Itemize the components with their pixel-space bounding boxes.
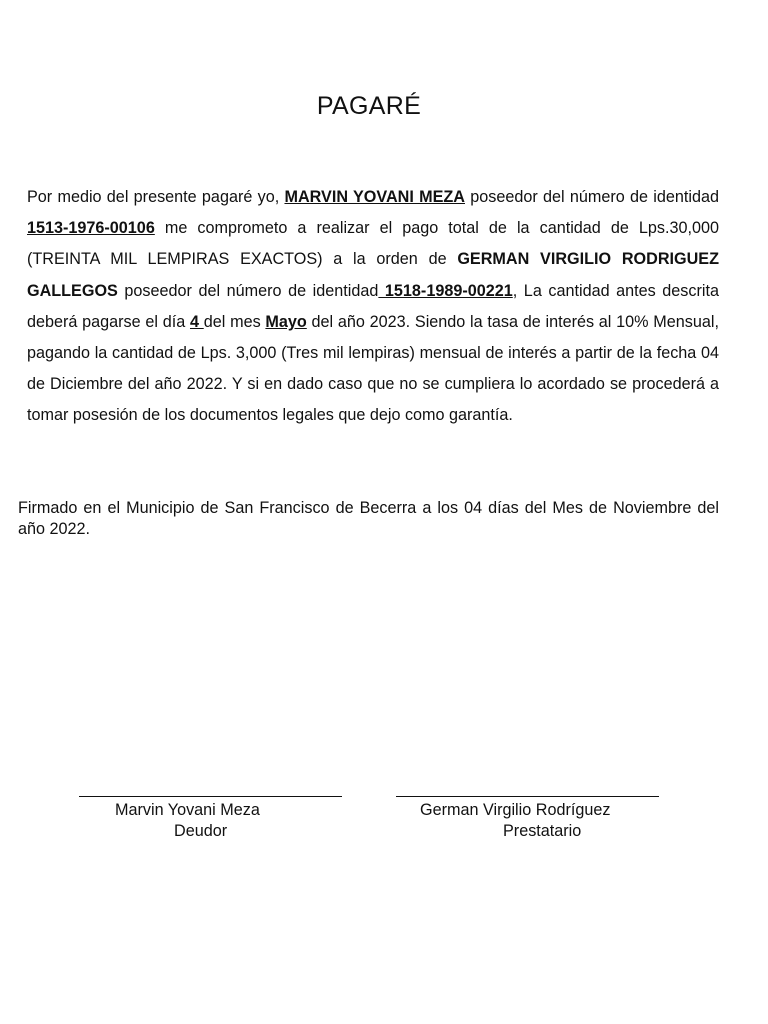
signed-statement: Firmado en el Municipio de San Francisco de Becerra a los 04 días del Mes de Noviembre del año 2022. bbox=[18, 499, 719, 538]
body-text-3: me comprometo a realizar el pago total de la cantidad de Lps.30,000 (TREINTA MIL LEMPIRAS EXACTOS) a la orden de bbox=[27, 219, 719, 269]
body-text-4: poseedor del número de identidad bbox=[117, 281, 379, 300]
debtor-name: MARVIN YOVANI MEZA bbox=[284, 188, 465, 206]
document-title: PAGARÉ bbox=[316, 92, 422, 120]
debtor-signature-role: Deudor bbox=[174, 822, 228, 840]
creditor-signature-role: Prestatario bbox=[503, 822, 582, 840]
creditor-signature-line bbox=[396, 796, 659, 797]
due-day: 4 bbox=[189, 312, 204, 331]
body-text-7: del año 2023. Siendo la tasa de interés al 10% Mensual, pagando la cantidad de Lps. 3,000 (Tres mil lempiras) mensual de interés a partir de la fecha 04 de Diciembre del año 2022. Y si en dado caso que no se cumpliera lo acordado se procederá a tomar posesión de los documentos legales que dejo como garantía. bbox=[27, 312, 719, 425]
creditor-signature-name: German Virgilio Rodríguez bbox=[420, 801, 611, 819]
body-text-2: poseedor del número de identidad bbox=[464, 188, 720, 206]
body-text-1: Por medio del presente pagaré yo, bbox=[27, 188, 285, 206]
creditor-id-number: 1518-1989-00221 bbox=[378, 281, 513, 300]
body-text-5: , La cantidad antes descrita deberá pagarse el día bbox=[27, 281, 719, 331]
due-month: Mayo bbox=[265, 312, 307, 331]
debtor-id-number: 1513-1976-00106 bbox=[27, 219, 155, 238]
debtor-signature-name: Marvin Yovani Meza bbox=[115, 801, 260, 819]
body-paragraph bbox=[27, 182, 719, 432]
body-text-6: del mes bbox=[203, 312, 266, 331]
creditor-name: GERMAN VIRGILIO RODRIGUEZ GALLEGOS bbox=[27, 250, 719, 300]
debtor-signature-line bbox=[79, 796, 342, 797]
